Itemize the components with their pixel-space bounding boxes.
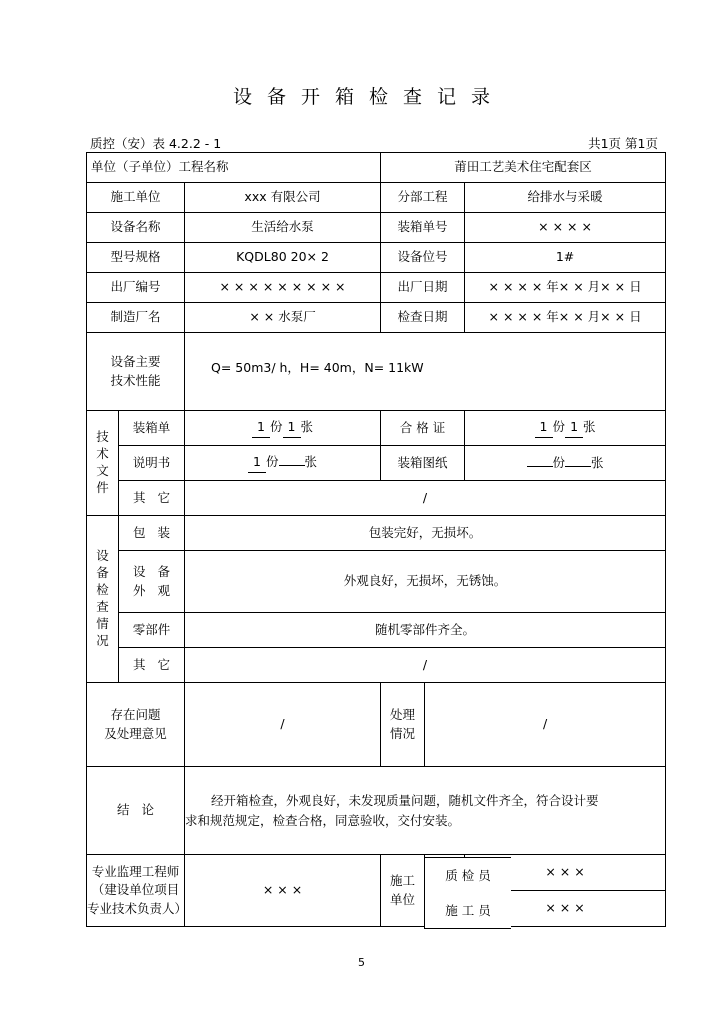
position-number-label: 设备位号 <box>381 243 465 273</box>
parts-value: 随机零部件齐全。 <box>185 613 666 648</box>
performance-label: 设备主要 技术性能 <box>87 333 185 411</box>
tech-docs-group-label: 技术文件 <box>87 411 119 516</box>
document-title: 设备开箱检查记录 <box>232 86 505 108</box>
inspection-other-label: 其 它 <box>119 648 185 683</box>
check-date-value: × × × × 年× × 月× × 日 <box>465 303 666 333</box>
model-label: 型号规格 <box>87 243 185 273</box>
qc-value: × × × <box>465 855 666 891</box>
supervisor-label: 专业监理工程师 （建设单位项目 专业技术负责人） <box>87 855 185 927</box>
table-row <box>87 303 666 333</box>
performance-value: Q= 50m3/ h，H= 40m，N= 11kW <box>185 333 666 411</box>
table-row <box>87 153 666 183</box>
worker-value: × × × <box>465 891 666 927</box>
tech-other-value: / <box>185 481 666 516</box>
inspection-group-label: 设备检查情况 <box>87 516 119 683</box>
worker-label: 施 工 员 <box>424 892 511 929</box>
page-number: 5 <box>358 956 365 969</box>
contractor-value: xxx 有限公司 <box>185 183 381 213</box>
parts-label: 零部件 <box>119 613 185 648</box>
model-value: KQDL80 20× 2 <box>185 243 381 273</box>
appearance-value: 外观良好，无损坏，无锈蚀。 <box>185 551 666 613</box>
table-row <box>87 213 666 243</box>
packing-list-label: 装箱单 <box>119 411 185 446</box>
project-name-label: 单位（子单位）工程名称 <box>87 153 381 183</box>
page-count: 共1页 第1页 <box>588 136 658 151</box>
table-row <box>87 551 666 613</box>
maker-label: 制造厂名 <box>87 303 185 333</box>
inspection-form-table <box>86 152 666 927</box>
factory-date-label: 出厂日期 <box>381 273 465 303</box>
packing-number-label: 装箱单号 <box>381 213 465 243</box>
handling-label: 处理 情况 <box>381 683 425 767</box>
serial-value: × × × × × × × × × <box>185 273 381 303</box>
supervisor-signature: × × × <box>185 855 381 927</box>
table-row <box>87 273 666 303</box>
inspection-other-value: / <box>185 648 666 683</box>
project-name-value: 莆田工艺美术住宅配套区 <box>381 153 666 183</box>
form-code: 质控（安）表 4.2.2 - 1 <box>90 136 222 151</box>
table-row <box>87 411 666 446</box>
handling-value: / <box>425 683 666 767</box>
certificate-label: 合 格 证 <box>381 411 465 446</box>
manual-label: 说明书 <box>119 446 185 481</box>
table-row <box>87 767 666 855</box>
position-number-value: 1# <box>465 243 666 273</box>
table-row <box>87 683 666 767</box>
issues-value: / <box>185 683 381 767</box>
subproject-value: 给排水与采暖 <box>465 183 666 213</box>
conclusion-label: 结 论 <box>87 767 185 855</box>
subproject-label: 分部工程 <box>381 183 465 213</box>
appearance-label: 设 备 外 观 <box>119 551 185 613</box>
certificate-value: 1 份 1 张 <box>465 411 666 446</box>
table-row <box>87 648 666 683</box>
packing-number-value: × × × × <box>465 213 666 243</box>
equipment-name-value: 生活给水泵 <box>185 213 381 243</box>
contractor-label: 施工单位 <box>87 183 185 213</box>
table-row <box>87 516 666 551</box>
tech-other-label: 其 它 <box>119 481 185 516</box>
drawing-label: 装箱图纸 <box>381 446 465 481</box>
issues-label: 存在问题 及处理意见 <box>87 683 185 767</box>
manual-value: 1 份 张 <box>185 446 381 481</box>
conclusion-value: 经开箱检查，外观良好，未发现质量问题，随机文件齐全，符合设计要 求和规范规定，检查合格，同意验收，交付安装。 <box>185 767 666 855</box>
contractor-sign-label: 施工 单位 <box>381 855 425 927</box>
factory-date-value: × × × × 年× × 月× × 日 <box>465 273 666 303</box>
qc-label: 质 检 员 <box>424 857 511 893</box>
drawing-value: 份 张 <box>465 446 666 481</box>
table-row <box>87 183 666 213</box>
table-row <box>87 613 666 648</box>
table-row <box>87 333 666 411</box>
check-date-label: 检查日期 <box>381 303 465 333</box>
table-row <box>87 446 666 481</box>
serial-label: 出厂编号 <box>87 273 185 303</box>
packaging-label: 包 装 <box>119 516 185 551</box>
table-row <box>87 481 666 516</box>
packing-list-value: 1 份 1 张 <box>185 411 381 446</box>
packaging-value: 包装完好，无损坏。 <box>185 516 666 551</box>
maker-value: × × 水泵厂 <box>185 303 381 333</box>
equipment-name-label: 设备名称 <box>87 213 185 243</box>
table-row <box>87 243 666 273</box>
table-row <box>87 855 666 891</box>
